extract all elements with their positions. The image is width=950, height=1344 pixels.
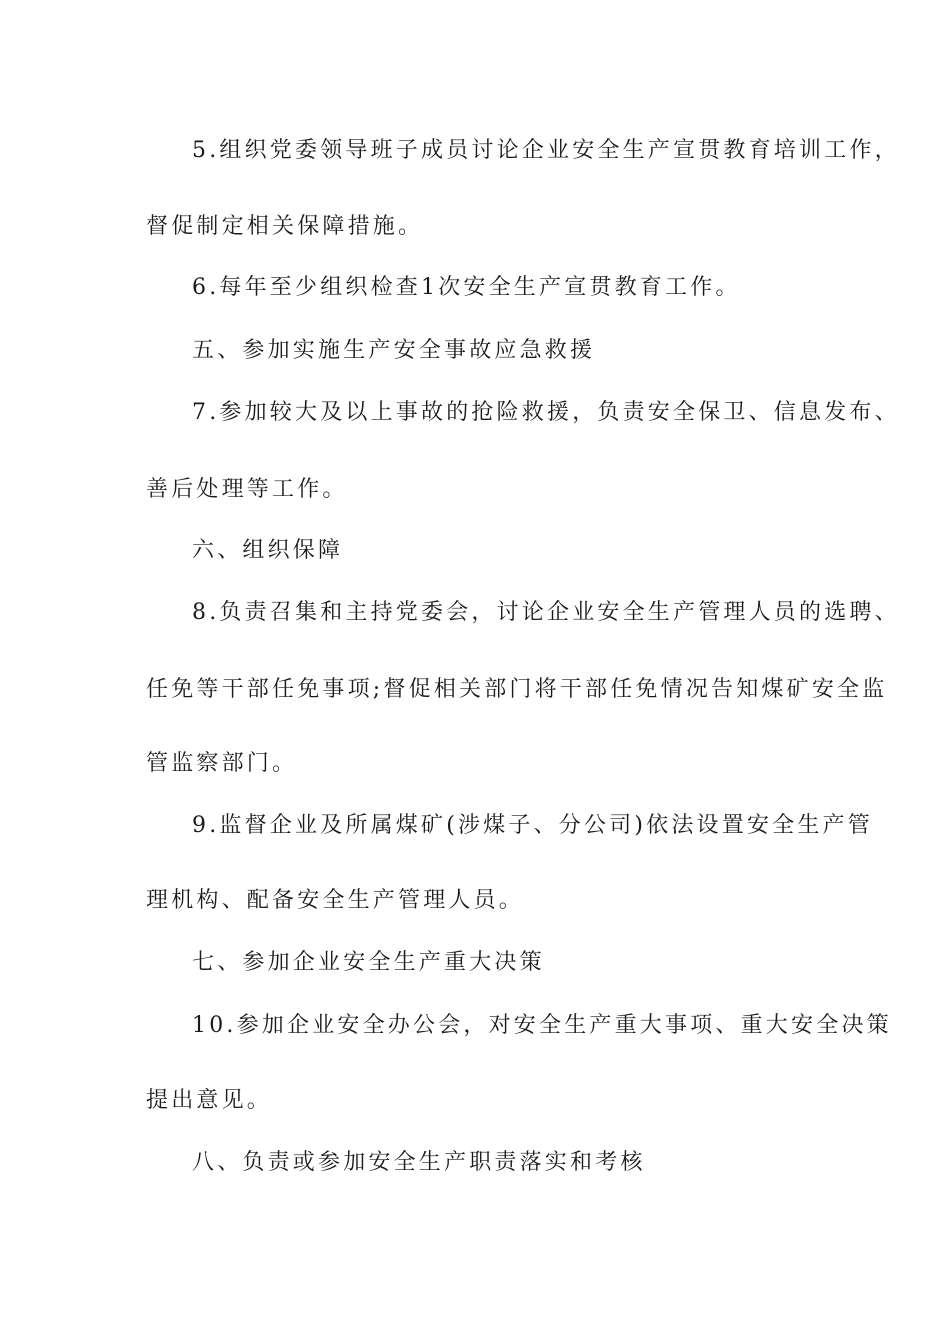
paragraph-item-6: 6.每年至少组织检查1次安全生产宣贯教育工作。 — [192, 275, 741, 300]
paragraph-item-5-line-2: 督促制定相关保障措施。 — [146, 214, 424, 239]
paragraph-item-7-line-1: 7.参加较大及以上事故的抢险救援，负责安全保卫、信息发布、 — [192, 400, 900, 425]
section-heading-8: 八、负责或参加安全生产职责落实和考核 — [192, 1150, 646, 1175]
section-heading-7: 七、参加企业安全生产重大决策 — [192, 950, 545, 975]
section-heading-6: 六、组织保障 — [192, 538, 344, 563]
paragraph-item-8-line-3: 管监察部门。 — [146, 751, 298, 776]
paragraph-item-5-line-1: 5.组织党委领导班子成员讨论企业安全生产宣贯教育培训工作， — [192, 138, 900, 163]
paragraph-item-7-line-2: 善后处理等工作。 — [146, 477, 348, 502]
paragraph-item-9-line-1: 9.监督企业及所属煤矿(涉煤子、分公司)依法设置安全生产管 — [192, 813, 873, 838]
paragraph-item-10-line-1: 10.参加企业安全办公会，对安全生产重大事项、重大安全决策 — [192, 1013, 892, 1038]
paragraph-item-8-line-2: 任免等干部任免事项;督促相关部门将干部任免情况告知煤矿安全监 — [146, 677, 888, 702]
section-heading-5: 五、参加实施生产安全事故应急救援 — [192, 338, 596, 363]
paragraph-item-8-line-1: 8.负责召集和主持党委会，讨论企业安全生产管理人员的选聘、 — [192, 600, 900, 625]
paragraph-item-9-line-2: 理机构、配备安全生产管理人员。 — [146, 888, 525, 913]
paragraph-item-10-line-2: 提出意见。 — [146, 1088, 273, 1113]
